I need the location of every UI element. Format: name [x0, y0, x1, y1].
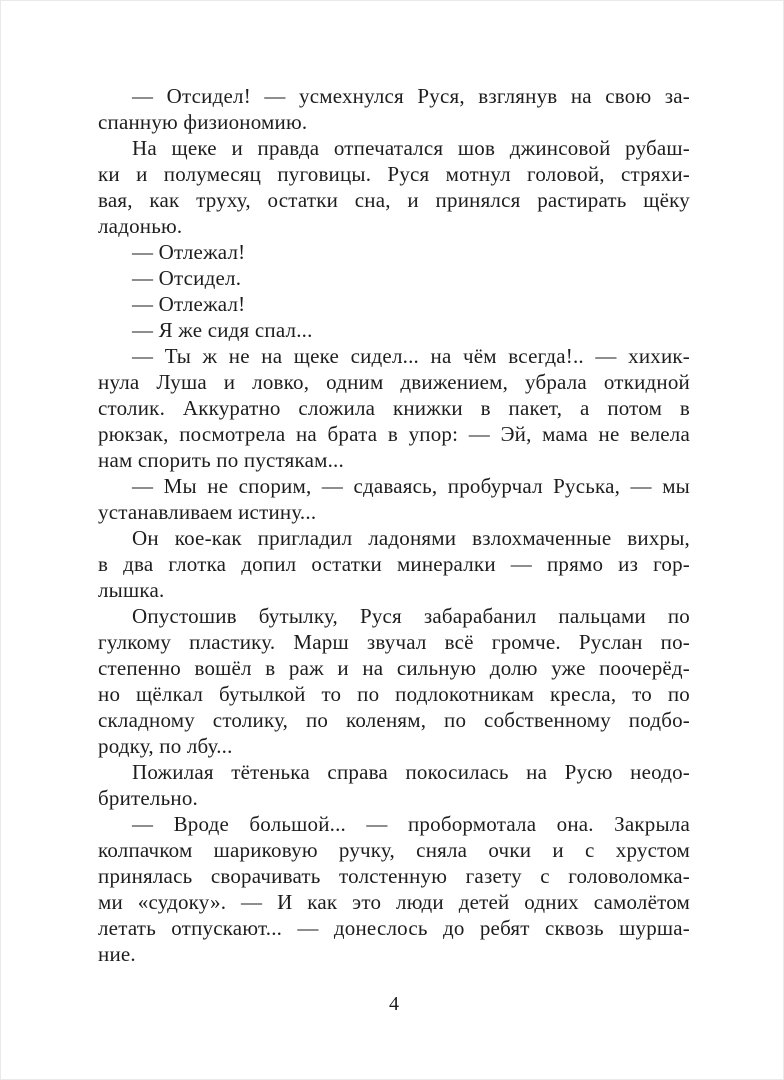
text-line: Опустошив бутылку, Руся забарабанил пальцами по — [132, 604, 690, 628]
text-line: нам спорить по пустякам... — [98, 448, 344, 472]
text-line: — Отсидел. — [132, 266, 242, 290]
text-line: вая, как труху, остатки сна, и принялся растирать щёку — [98, 188, 690, 212]
text-line: в два глотка допил остатки минералки — прямо из гор- — [98, 552, 690, 576]
text-line: складному столику, по коленям, по собственному подбо- — [98, 708, 690, 732]
text-line: ки и полумесяц пуговицы. Руся мотнул головой, стряхи- — [98, 162, 690, 186]
text-line: рюкзак, посмотрела на брата в упор: — Эй, мама не велела — [98, 422, 690, 446]
page-number: 4 — [389, 993, 399, 1015]
text-line: столик. Аккуратно сложила книжки в пакет, а потом в — [98, 396, 690, 420]
text-line: Пожилая тётенька справа покосилась на Русю неодо- — [132, 760, 690, 784]
text-line: — Я же сидя спал... — [132, 318, 313, 342]
text-line: — Отлежал! — [132, 240, 246, 264]
text-line: лышка. — [98, 578, 165, 602]
text-line: принялась сворачивать толстенную газету с головоломка- — [98, 864, 690, 888]
paragraph — [98, 811, 690, 967]
text-line: ние. — [98, 942, 136, 966]
text-line: — Отлежал! — [132, 292, 246, 316]
paragraph — [98, 239, 690, 265]
text-line: степенно вошёл в раж и на сильную долю уже поочерёд- — [98, 656, 690, 680]
paragraph — [98, 525, 690, 603]
paragraph — [98, 265, 690, 291]
paragraph — [98, 759, 690, 811]
paragraph — [98, 603, 690, 759]
text-line: гулкому пластику. Марш звучал всё громче. Руслан по- — [98, 630, 690, 654]
text-line: — Мы не спорим, — сдаваясь, пробурчал Руська, — мы — [132, 474, 690, 498]
text-line: ми «судоку». — И как это люди детей одних самолётом — [98, 890, 690, 914]
text-line: брительно. — [98, 786, 198, 810]
text-line: — Вроде большой... — пробормотала она. Закрыла — [132, 812, 690, 836]
text-line: ладонью. — [98, 214, 183, 238]
paragraph — [98, 343, 690, 473]
text-line: но щёлкал бутылкой то по подлокотникам кресла, то по — [98, 682, 690, 706]
paragraph — [98, 317, 690, 343]
text-line: спанную физиономию. — [98, 110, 308, 134]
text-line: — Ты ж не на щеке сидел... на чём всегда!.. — хихик- — [132, 344, 690, 368]
text-line: родку, по лбу... — [98, 734, 233, 758]
paragraph — [98, 83, 690, 135]
text-line: На щеке и правда отпечатался шов джинсовой рубаш- — [132, 136, 690, 160]
text-line: нула Луша и ловко, одним движением, убрала откидной — [98, 370, 690, 394]
paragraph — [98, 135, 690, 239]
text-line: колпачком шариковую ручку, сняла очки и с хрустом — [98, 838, 690, 862]
text-line: летать отпускают... — донеслось до ребят сквозь шурша- — [98, 916, 690, 940]
paragraph — [98, 473, 690, 525]
text-line: — Отсидел! — усмехнулся Руся, взглянув на свою за- — [132, 84, 690, 108]
page-text-block — [98, 83, 690, 967]
text-line: Он кое-как пригладил ладонями взлохмаченные вихры, — [132, 526, 690, 550]
text-line: устанавливаем истину... — [98, 500, 317, 524]
paragraph — [98, 291, 690, 317]
